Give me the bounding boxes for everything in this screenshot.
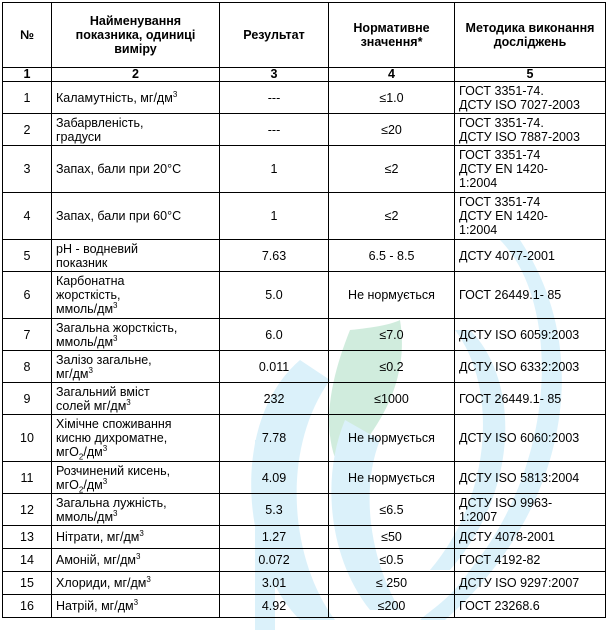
norm-value: ≤7.0 bbox=[329, 319, 455, 351]
indicator-name: Нітрати, $мг/дм^3$ bbox=[52, 526, 220, 549]
water-analysis-table bbox=[2, 2, 606, 618]
method-text: ГОСТ 4192-82 bbox=[455, 549, 606, 572]
result-value: 4.09 bbox=[220, 462, 329, 494]
norm-value: ≤1000 bbox=[329, 383, 455, 415]
row-num: 9 bbox=[3, 383, 52, 415]
header-result: Результат bbox=[220, 3, 329, 68]
result-value: 3.01 bbox=[220, 572, 329, 595]
result-value: --- bbox=[220, 114, 329, 146]
method-text: ДСТУ 4078-2001 bbox=[455, 526, 606, 549]
norm-value: ≤2 bbox=[329, 146, 455, 193]
table-row bbox=[3, 193, 606, 240]
method-text: ГОСТ 26449.1- 85 bbox=[455, 383, 606, 415]
method-text: ДСТУ ISO 9963- 1:2007 bbox=[455, 494, 606, 526]
row-num: 6 bbox=[3, 272, 52, 319]
norm-value: 6.5 - 8.5 bbox=[329, 240, 455, 272]
row-num: 11 bbox=[3, 462, 52, 494]
row-num: 14 bbox=[3, 549, 52, 572]
method-text: ДСТУ ISO 9297:2007 bbox=[455, 572, 606, 595]
col-num-3: 3 bbox=[220, 68, 329, 82]
method-text: ГОСТ 26449.1- 85 bbox=[455, 272, 606, 319]
column-numbers-row bbox=[3, 68, 606, 82]
row-num: 15 bbox=[3, 572, 52, 595]
indicator-name: pH - водневий показник bbox=[52, 240, 220, 272]
indicator-name: Карбонатна жорсткість, ммоль/$дм^3$ bbox=[52, 272, 220, 319]
indicator-name: Запах, бали при 60°C bbox=[52, 193, 220, 240]
indicator-name: Натрій, $мг/дм^3$ bbox=[52, 595, 220, 618]
indicator-name: Запах, бали при 20°C bbox=[52, 146, 220, 193]
result-value: 0.072 bbox=[220, 549, 329, 572]
row-num: 1 bbox=[3, 82, 52, 114]
table-row bbox=[3, 82, 606, 114]
result-value: 5.3 bbox=[220, 494, 329, 526]
table-row bbox=[3, 114, 606, 146]
col-num-1: 1 bbox=[3, 68, 52, 82]
row-num: 2 bbox=[3, 114, 52, 146]
norm-value: ≤1.0 bbox=[329, 82, 455, 114]
table-row bbox=[3, 146, 606, 193]
norm-value: ≤2 bbox=[329, 193, 455, 240]
row-num: 5 bbox=[3, 240, 52, 272]
row-num: 8 bbox=[3, 351, 52, 383]
method-text: ГОСТ 23268.6 bbox=[455, 595, 606, 618]
norm-value: Не нормується bbox=[329, 272, 455, 319]
row-num: 16 bbox=[3, 595, 52, 618]
result-value: 4.92 bbox=[220, 595, 329, 618]
norm-value: Не нормується bbox=[329, 415, 455, 462]
method-text: ГОСТ 3351-74. ДСТУ ISO 7887-2003 bbox=[455, 114, 606, 146]
result-value: 1.27 bbox=[220, 526, 329, 549]
indicator-name: Залізо загальне, $мг/дм^3$ bbox=[52, 351, 220, 383]
row-num: 7 bbox=[3, 319, 52, 351]
method-text: ГОСТ 3351-74 ДСТУ EN 1420- 1:2004 bbox=[455, 193, 606, 240]
method-text: ДСТУ ISO 6059:2003 bbox=[455, 319, 606, 351]
norm-value: ≤50 bbox=[329, 526, 455, 549]
row-num: 4 bbox=[3, 193, 52, 240]
norm-value: ≤ 250 bbox=[329, 572, 455, 595]
indicator-name: Амоній, $мг/дм^3$ bbox=[52, 549, 220, 572]
table-row bbox=[3, 319, 606, 351]
row-num: 3 bbox=[3, 146, 52, 193]
norm-value: ≤20 bbox=[329, 114, 455, 146]
header-method: Методика виконання досліджень bbox=[455, 3, 606, 68]
row-num: 12 bbox=[3, 494, 52, 526]
result-value: 1 bbox=[220, 146, 329, 193]
result-value: --- bbox=[220, 82, 329, 114]
method-text: ГОСТ 3351-74 ДСТУ EN 1420- 1:2004 bbox=[455, 146, 606, 193]
result-value: 6.0 bbox=[220, 319, 329, 351]
indicator-name: Загальна лужність, ммоль/$дм^3$ bbox=[52, 494, 220, 526]
result-value: 5.0 bbox=[220, 272, 329, 319]
header-name: Найменування показника, одиниці виміру bbox=[52, 3, 220, 68]
result-value: 7.63 bbox=[220, 240, 329, 272]
table-row bbox=[3, 351, 606, 383]
table-row bbox=[3, 549, 606, 572]
table-row bbox=[3, 272, 606, 319]
col-num-2: 2 bbox=[52, 68, 220, 82]
table-row bbox=[3, 494, 606, 526]
method-text: ДСТУ 4077-2001 bbox=[455, 240, 606, 272]
table-row bbox=[3, 240, 606, 272]
header-num: № bbox=[3, 3, 52, 68]
indicator-name: Хімічне споживання кисню дихроматне, $мгО_2/дм^3$ bbox=[52, 415, 220, 462]
header-row bbox=[3, 3, 606, 68]
indicator-name: Загальний вміст солей $мг/дм^3$ bbox=[52, 383, 220, 415]
result-value: 1 bbox=[220, 193, 329, 240]
indicator-name: Каламутність, $мг/дм^3$ bbox=[52, 82, 220, 114]
table-row bbox=[3, 595, 606, 618]
norm-value: ≤6.5 bbox=[329, 494, 455, 526]
norm-value: ≤200 bbox=[329, 595, 455, 618]
indicator-name: Забарвленість, градуси bbox=[52, 114, 220, 146]
norm-value: ≤0.5 bbox=[329, 549, 455, 572]
result-value: 0.011 bbox=[220, 351, 329, 383]
method-text: ДСТУ ISO 6332:2003 bbox=[455, 351, 606, 383]
table-row bbox=[3, 526, 606, 549]
method-text: ДСТУ ISO 6060:2003 bbox=[455, 415, 606, 462]
header-norm: Нормативне значення* bbox=[329, 3, 455, 68]
norm-value: ≤0.2 bbox=[329, 351, 455, 383]
method-text: ДСТУ ISO 5813:2004 bbox=[455, 462, 606, 494]
col-num-4: 4 bbox=[329, 68, 455, 82]
table-row bbox=[3, 462, 606, 494]
result-value: 7.78 bbox=[220, 415, 329, 462]
col-num-5: 5 bbox=[455, 68, 606, 82]
row-num: 10 bbox=[3, 415, 52, 462]
indicator-name: Розчинений кисень, $мгО_2/дм^3$ bbox=[52, 462, 220, 494]
result-value: 232 bbox=[220, 383, 329, 415]
table-row bbox=[3, 572, 606, 595]
table-row bbox=[3, 415, 606, 462]
row-num: 13 bbox=[3, 526, 52, 549]
indicator-name: Загальна жорсткість, ммоль/$дм^3$ bbox=[52, 319, 220, 351]
method-text: ГОСТ 3351-74. ДСТУ ISO 7027-2003 bbox=[455, 82, 606, 114]
indicator-name: Хлориди, $мг/дм^3$ bbox=[52, 572, 220, 595]
table-row bbox=[3, 383, 606, 415]
norm-value: Не нормується bbox=[329, 462, 455, 494]
